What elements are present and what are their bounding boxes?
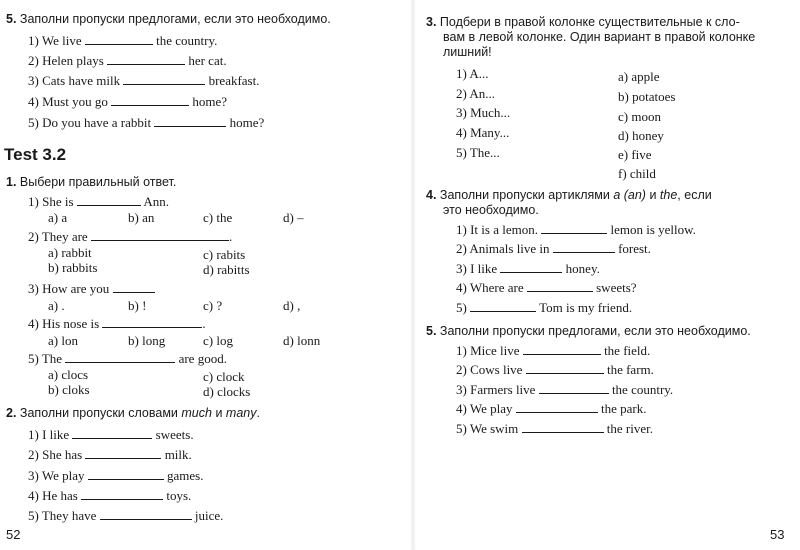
task-1-q1-opt: d) – (283, 210, 304, 225)
task-2-item-2: 2) She has milk. (28, 447, 192, 462)
task-2-item-4: 4) He has toys. (28, 488, 192, 503)
task-2-item-3: 3) We play games. (28, 468, 204, 483)
task-5-item-3: 3) Cats have milk breakfast. (28, 73, 260, 88)
task-3-right-item: b) potatoes (618, 89, 676, 104)
task-5-item-2: 2) Helen plays her cat. (28, 53, 227, 68)
task-3-right-item: a) apple (618, 69, 660, 84)
task-1-q1-opt: c) the (203, 210, 233, 225)
task-1-q5-opt: c) clock (203, 369, 245, 384)
task-4-item-3: 3) I like honey. (456, 261, 600, 276)
task-1-q1-opt: a) a (48, 210, 68, 225)
task-5-right-item-4: 4) We play the park. (456, 401, 647, 416)
task-3-left-item: 1) A... (456, 66, 489, 81)
page-number: 53 (770, 527, 785, 542)
task-1-q3-opt: b) ! (128, 298, 147, 313)
task-1-q3-opt: d) , (283, 298, 301, 313)
task-5-right-item-5: 5) We swim the river. (456, 421, 653, 436)
test-title: Test 3.2 (4, 145, 67, 164)
task-1-q4-opt: b) long (128, 333, 166, 348)
task-1-q3-opt: c) ? (203, 298, 223, 313)
task-4-item-2: 2) Animals live in forest. (456, 241, 651, 256)
task-2-item-1: 1) I like sweets. (28, 427, 194, 442)
task-2-instruction: 2. Заполни пропуски словами much и many. (6, 406, 260, 420)
task-4-item-1: 1) It is a lemon. lemon is yellow. (456, 222, 696, 237)
task-1-q2-opt: c) rabits (203, 247, 246, 262)
task-5-right-item-3: 3) Farmers live the country. (456, 382, 674, 397)
task-1-q1: 1) She is Ann. (28, 194, 169, 209)
task-1-q2-opt: a) rabbit (48, 245, 92, 260)
task-1-q3: 3) How are you (28, 281, 155, 296)
task-5-item-4: 4) Must you go home? (28, 94, 227, 109)
task-3-left-item: 3) Much... (456, 105, 511, 120)
task-1-q5-opt: a) clocs (48, 367, 89, 382)
right-page (412, 0, 800, 550)
task-4-instruction-line-1: 4. Заполни пропуски артиклями a (an) и the, если (426, 188, 712, 202)
task-1-q3-opt: a) . (48, 298, 65, 313)
task-1-q4-opt: c) log (203, 333, 233, 348)
task-1-q5-opt: d) clocks (203, 384, 251, 399)
task-1-instruction: 1. Выбери правильный ответ. (6, 175, 177, 189)
task-5-right-item-2: 2) Cows live the farm. (456, 362, 654, 377)
task-3-right-item: f) child (618, 166, 656, 181)
task-1-q4-opt: d) lonn (283, 333, 321, 348)
task-1-q5: 5) The are good. (28, 351, 227, 366)
task-4-instruction-line-2: это необходимо. (443, 203, 539, 217)
task-3-instruction-line-3: лишний! (443, 45, 492, 59)
task-5-item-5: 5) Do you have a rabbit home? (28, 115, 265, 130)
task-3-right-item: c) moon (618, 109, 661, 124)
task-3-left-item: 2) An... (456, 86, 495, 101)
task-4-item-5: 5) Tom is my friend. (456, 300, 633, 315)
task-2-item-5: 5) They have juice. (28, 508, 224, 523)
task-3-instruction-line-2: вам в левой колонке. Один вариант в правой колонке (443, 30, 756, 44)
task-1-q2-opt: d) rabitts (203, 262, 250, 277)
task-5-instruction: 5. Заполни пропуски предлогами, если это необходимо. (6, 12, 331, 26)
task-4-item-4: 4) Where are sweets? (456, 280, 637, 295)
task-1-q2-opt: b) rabbits (48, 260, 98, 275)
task-1-q5-opt: b) cloks (48, 382, 90, 397)
task-5-item-1: 1) We live the country. (28, 33, 218, 48)
task-1-q1-opt: b) an (128, 210, 155, 225)
task-3-instruction-line-1: 3. Подбери в правой колонке существительные к сло- (426, 15, 740, 29)
task-3-right-item: d) honey (618, 128, 664, 143)
task-1-q2: 2) They are . (28, 229, 233, 244)
task-3-right-item: e) five (618, 147, 652, 162)
page-number: 52 (6, 527, 21, 542)
task-3-left-item: 5) The... (456, 145, 500, 160)
task-5-right-item-1: 1) Mice live the field. (456, 343, 651, 358)
task-5-right-instruction: 5. Заполни пропуски предлогами, если это необходимо. (426, 324, 751, 338)
task-1-q4: 4) His nose is . (28, 316, 206, 331)
task-1-q4-opt: a) lon (48, 333, 78, 348)
task-3-left-item: 4) Many... (456, 125, 510, 140)
